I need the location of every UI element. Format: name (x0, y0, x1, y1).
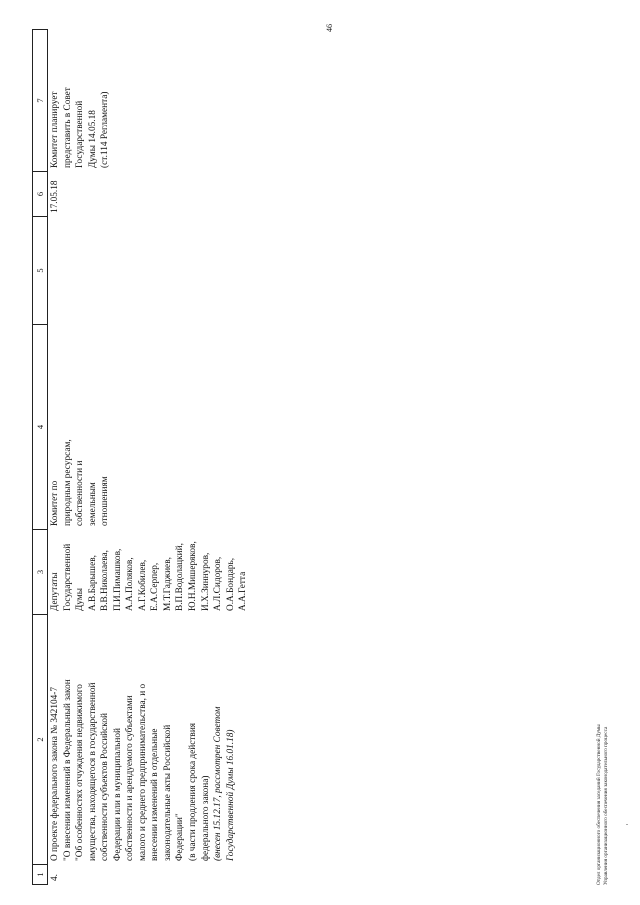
row-number: 4. (50, 874, 60, 881)
desc-line: внесении изменений в отдельные (150, 728, 161, 861)
author-line: О.А.Бондарь, (225, 557, 236, 611)
note-line: Думы 14.05.18 (87, 110, 98, 168)
desc-line: (в части продления срока действия (188, 722, 199, 861)
footer (596, 585, 610, 885)
author-line: Ю.Н.Мишеряков, (188, 541, 199, 611)
author-line: А.А.Гетта (238, 571, 249, 611)
desc-line: "Об особенностях отчуждения недвижимого (75, 684, 86, 861)
author-line: А.В.Барышев, (87, 555, 98, 611)
author-line: А.Г.Кобилев, (137, 559, 148, 611)
committee-line: Комитет по (50, 480, 60, 526)
desc-line: Федерации" (175, 813, 186, 861)
author-line: И.Х.Зиннуров, (200, 552, 211, 611)
author-line: Государственной (62, 543, 73, 611)
note-line: Государственной (75, 100, 86, 168)
committee-line: земельным (87, 482, 98, 526)
desc-italic-line: Государственной Думы 16.01.18) (225, 729, 236, 861)
desc-italic-line: (внесен 15.12.17, рассмотрен Советом (213, 706, 224, 861)
header-cell: 6 (33, 172, 48, 217)
desc-line: имущества, находящегося в государственной (87, 682, 98, 861)
footer-line: Отдел организационного обеспечения заседаний Государственной Думы (596, 724, 602, 885)
desc-line: малого и среднего предпринимательства, и о (137, 683, 148, 861)
desc-line: собственности субъектов Российской (100, 713, 111, 861)
desc-line: Федерации или в муниципальной (112, 728, 123, 861)
note-line: Комитет планирует (50, 91, 60, 168)
desc-line: О проекте федерального закона № 342104-7 (50, 686, 60, 861)
desc-line: законодательные акты Российской (162, 724, 173, 861)
header-cell: 2 (33, 615, 48, 865)
author-line: В.П.Водолацкий, (175, 543, 186, 611)
author-line: Е.А.Серпер, (150, 562, 161, 611)
header-cell: 3 (33, 530, 48, 615)
table-row (48, 30, 251, 885)
author-line: А.Л.Сидоров, (213, 556, 224, 611)
bill-description (48, 615, 251, 865)
bills-table (32, 29, 251, 885)
author-line: А.А.Поляков, (125, 557, 136, 611)
responsible-committee (48, 325, 251, 530)
page-number: 46 (325, 24, 334, 32)
date-cell: 17.05.18 (50, 180, 60, 213)
author-line: М.Т.Гаджиев, (162, 557, 173, 611)
desc-line: федерального закона) (200, 775, 211, 861)
table-header-row (33, 30, 48, 885)
bill-authors (48, 530, 251, 615)
note-line: (ст.114 Регламента) (100, 91, 111, 168)
desc-line: собственности и арендуемого субъектами (125, 695, 136, 861)
committee-line: собственности и (75, 460, 86, 526)
note-line: представить в Совет (62, 87, 73, 168)
header-cell: 7 (33, 30, 48, 172)
desc-line: "О внесении изменений в Федеральный закон (62, 679, 73, 861)
header-cell: 1 (33, 865, 48, 885)
rotated-page (32, 15, 632, 885)
margin-mark: . (626, 818, 628, 827)
committee-line: отношениям (100, 476, 111, 526)
author-line: П.И.Пимашков, (112, 548, 123, 611)
author-line: Думы (75, 588, 86, 611)
header-cell: 5 (33, 217, 48, 325)
header-cell: 4 (33, 325, 48, 530)
committee-line: природным ресурсам, (62, 439, 73, 526)
column-5-cell (48, 217, 251, 325)
footer-line: Управления организационного обеспечения законодательного процесса (603, 726, 609, 885)
author-line: В.В.Николаева, (100, 550, 111, 611)
author-line: Депутаты (50, 572, 60, 611)
note-cell (48, 30, 251, 172)
